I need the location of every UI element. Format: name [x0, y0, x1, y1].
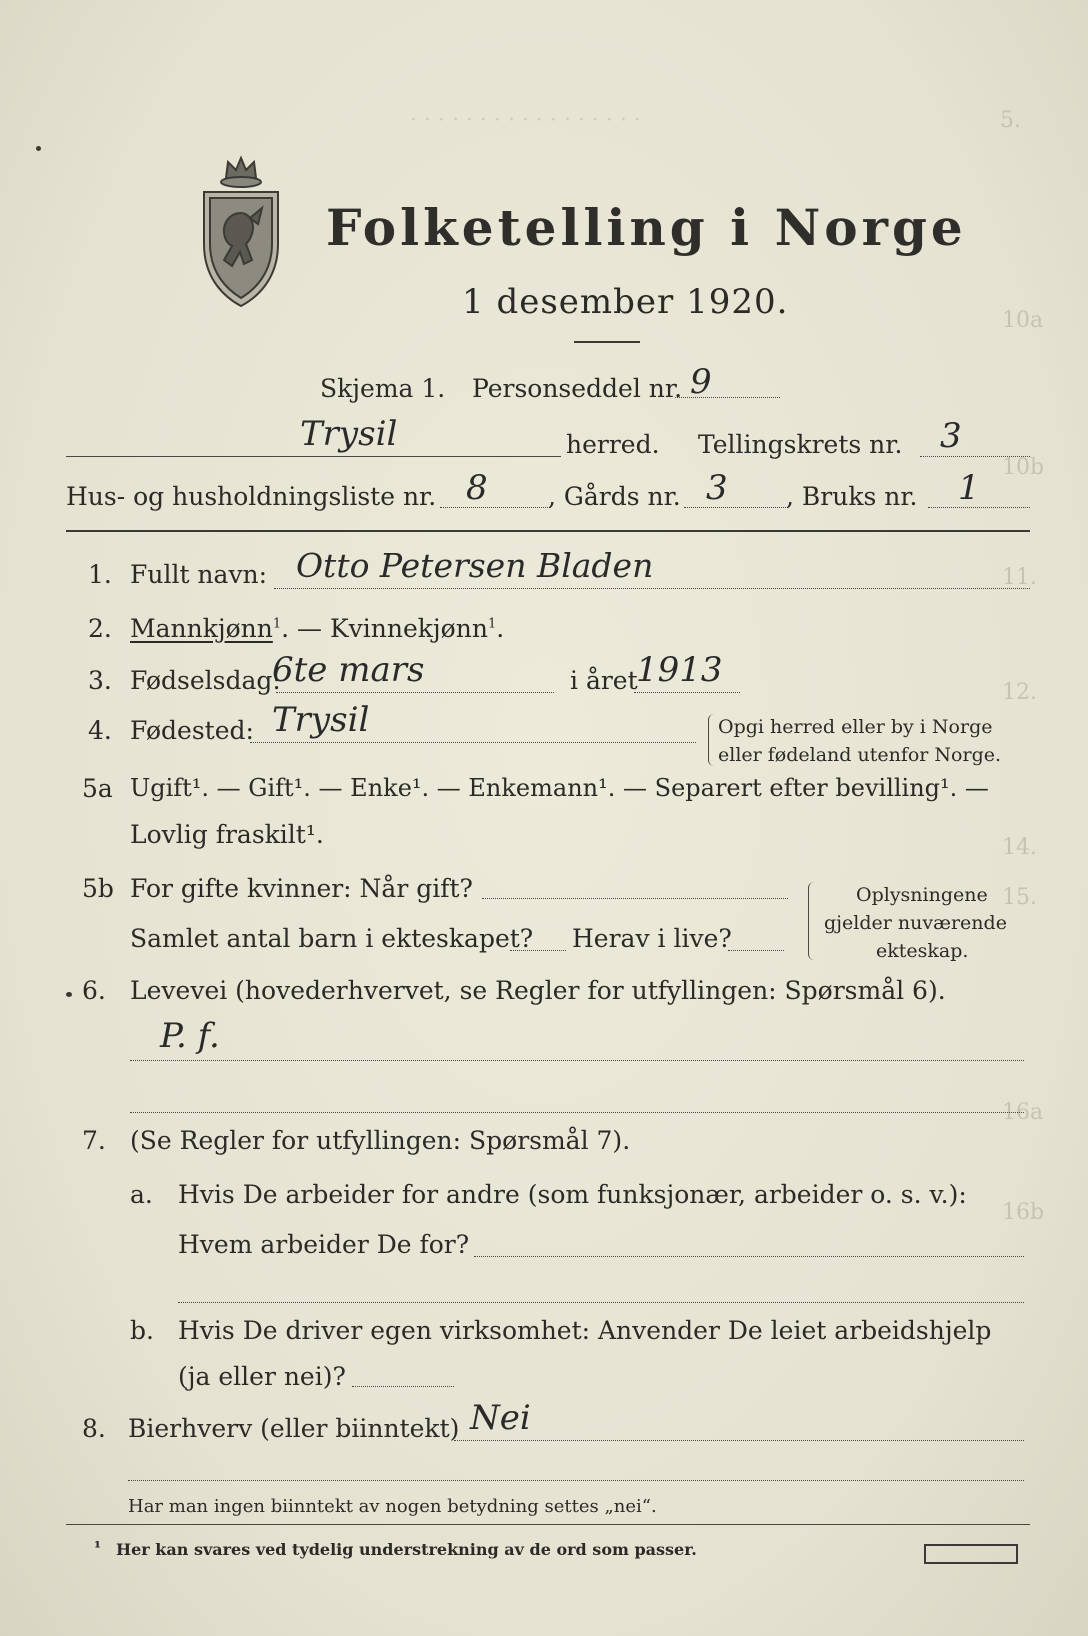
- q7-label: (Se Regler for utfyllingen: Spørsmål 7).: [130, 1126, 631, 1155]
- husliste-number[interactable]: 8: [466, 468, 488, 508]
- footnote-mark: ¹: [94, 1538, 102, 1557]
- header-divider: [66, 530, 1030, 532]
- q3-number: 3.: [88, 666, 112, 695]
- q7a-number: a.: [130, 1180, 153, 1209]
- tellingskrets-label: Tellingskrets nr.: [698, 430, 903, 459]
- q7b-label: Hvis De driver egen virksomhet: Anvender De leiet arbeidshjelp: [178, 1316, 992, 1345]
- gards-number[interactable]: 3: [706, 468, 728, 508]
- skjema-label: Skjema 1.: [320, 374, 446, 403]
- bruks-number[interactable]: 1: [958, 468, 980, 508]
- birth-date-field[interactable]: 6te mars: [272, 650, 425, 690]
- q3-label: Fødselsdag:: [130, 666, 281, 695]
- birthplace-field[interactable]: Trysil: [272, 700, 370, 740]
- q8-label: Bierhverv (eller biinntekt): [128, 1414, 460, 1443]
- occupation-field[interactable]: P. f.: [160, 1016, 220, 1056]
- secondary-income-field[interactable]: Nei: [470, 1398, 531, 1438]
- form-title: Folketelling i Norge: [326, 198, 967, 257]
- husliste-label: Hus- og husholdningsliste nr.: [66, 482, 437, 511]
- census-date: 1 desember 1920.: [462, 282, 789, 322]
- sex-female-option[interactable]: Kvinnekjønn: [329, 614, 488, 643]
- q1-number: 1.: [88, 560, 112, 589]
- sex-options: Mannkjønn$^1$. — Kvinnekjønn$^1$.: [130, 614, 505, 643]
- birth-year-field[interactable]: 1913: [636, 650, 723, 690]
- q4-note-line1: Opgi herred eller by i Norge: [718, 716, 993, 738]
- q5b-note-line3: ekteskap.: [876, 940, 969, 962]
- q5a-number: 5a: [82, 774, 113, 803]
- footnote-text: Her kan svares ved tydelig understrekning av de ord som passer.: [116, 1540, 697, 1559]
- q6-number: 6.: [82, 976, 106, 1005]
- q5b-label: For gifte kvinner: Når gift?: [130, 874, 473, 903]
- tellingskrets-number[interactable]: 3: [940, 416, 962, 456]
- q5b-note-line1: Oplysningene: [856, 884, 988, 906]
- sex-male-option[interactable]: Mannkjønn: [130, 614, 273, 643]
- personseddel-label: Personseddel nr.: [472, 374, 683, 403]
- marital-status-divorced: Lovlig fraskilt¹.: [130, 820, 324, 849]
- herred-label: herred.: [566, 430, 660, 459]
- norwegian-coat-of-arms-icon: [196, 152, 286, 310]
- printer-stamp: [924, 1544, 1018, 1564]
- q5b-alive-label: Herav i live?: [572, 924, 732, 953]
- census-form-page: 5. · · · · · · · · · · · · · · · · · 10a 10b 11. 12. 14. 15. 16a 16b Folketelling i Norge 1 desember 1920. Skjema 1. Personseddel nr. 9 Trysil herred. Tellingskrets nr. 3 Hus- og husholdningsliste nr. 8 , Gårds nr. 3 , Bruks nr. 1 1. Fullt navn: Otto Petersen Bladen 2. Mannkjønn$^1$. — Kvinnekjønn$^1$. 3. Fødselsdag: 6te mars i året 1913 4. Fødested: Trysil Opgi herred eller by i Norge eller fødeland utenfor Norge. 5a Ugift¹. — Gift¹. — Enke¹. — Enkemann¹. — Separert efter bevilling¹. — Lovlig fraskilt¹. 5b For gifte kvinner: Når gift? Samlet antal barn i ekteskapet? Herav i live? Oplysningene gjelder nuværende ekteskap. 6. Levevei (hovederhvervet, se Regler for utfyllingen: Spørsmål 6). P. f. 7. (Se Regler for utfyllingen: Spørsmål 7). a. Hvis De arbeider for andre (som funksjonær, arbeider o. s. v.): Hvem arbeider De for? b. Hvis De driver egen virksomhet: Anvender De leiet arbeidshjelp (ja eller nei)? 8. Bierhverv (eller biinntekt) Nei Har man ingen biinntekt av nogen betydning settes „nei“. ¹ Her kan svares ved tydelig understrekning av de ord som passer.: [0, 0, 1088, 1636]
- q5b-children-label: Samlet antal barn i ekteskapet?: [130, 924, 534, 953]
- q7-number: 7.: [82, 1126, 106, 1155]
- q7b-help-label: (ja eller nei)?: [178, 1362, 346, 1391]
- herred-field[interactable]: Trysil: [300, 414, 398, 454]
- q2-number: 2.: [88, 614, 112, 643]
- q1-label: Fullt navn:: [130, 560, 268, 589]
- q6-label: Levevei (hovederhvervet, se Regler for utfyllingen: Spørsmål 6).: [130, 976, 946, 1005]
- q4-label: Fødested:: [130, 716, 254, 745]
- marital-status-options: Ugift¹. — Gift¹. — Enke¹. — Enkemann¹. — Separert efter bevilling¹. —: [130, 774, 989, 802]
- footer-note: Har man ingen biinntekt av nogen betydning settes „nei“.: [128, 1496, 657, 1517]
- personseddel-number[interactable]: 9: [690, 362, 712, 402]
- q7b-number: b.: [130, 1316, 154, 1345]
- q3-year-label: i året: [570, 666, 638, 695]
- q4-note-line2: eller fødeland utenfor Norge.: [718, 744, 1002, 766]
- bruks-label: , Bruks nr.: [786, 482, 918, 511]
- q5b-note-line2: gjelder nuværende: [824, 912, 1007, 934]
- q4-number: 4.: [88, 716, 112, 745]
- gards-label: , Gårds nr.: [548, 482, 681, 511]
- q8-number: 8.: [82, 1414, 106, 1443]
- q7a-employer-label: Hvem arbeider De for?: [178, 1230, 470, 1259]
- title-divider: [574, 341, 640, 343]
- full-name-field[interactable]: Otto Petersen Bladen: [296, 546, 654, 585]
- q5b-number: 5b: [82, 874, 114, 903]
- q7a-label: Hvis De arbeider for andre (som funksjonær, arbeider o. s. v.):: [178, 1180, 967, 1209]
